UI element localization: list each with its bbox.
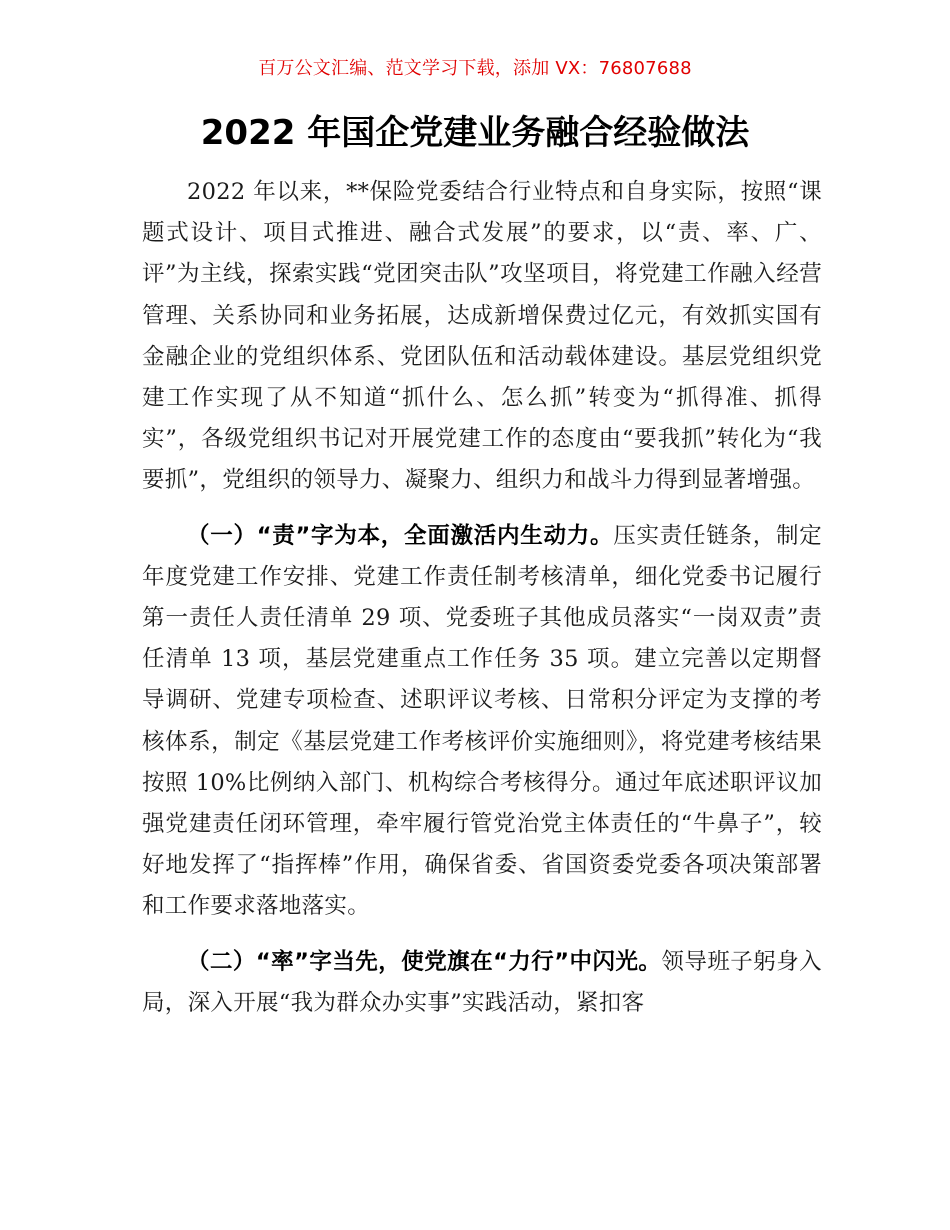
page-title: 2022 年国企党建业务融合经验做法 [200, 113, 750, 153]
section-heading: （二）“率”字当先，使党旗在“力行”中闪光。 [187, 948, 662, 975]
paragraph-text: 2022 年以来，**保险党委结合行业特点和自身实际，按照“课题式设计、项目式推进、融合式发展”的要求，以“责、率、广、评”为主线，探索实践“党团突击队”攻坚项目，将党建工作融入经营管理、关系协同和业务拓展，达成新增保费过亿元，有效抓实国有金融企业的党组织体系、党团队伍和活动载体建设。基层党组织党建工作实现了从不知道“抓什么、怎么抓”转变为“抓得准、抓得实”，各级党组织书记对开展党建工作的态度由“要我抓”转化为“我要抓”，党组织的领导力、凝聚力、组织力和战斗力得到显著增强。 [142, 179, 822, 494]
paragraph-text: 压实责任链条，制定年度党建工作安排、党建工作责任制考核清单，细化党委书记履行第一责任人责任清单 29 项、党委班子其他成员落实“一岗双责”责任清单 13 项，基层党建重点工作任务 35 项。建立完善以定期督导调研、党建专项检查、述职评议考核、日常积分评定为支撑的考核体系，制定《基层党建工作考核评价实施细则》，将党建考核结果按照 10%比例纳入部门、机构综合考核得分。通过年底述职评议加强党建责任闭环管理，牵牢履行管党治党主体责任的“牛鼻子”，较好地发挥了“指挥棒”作用，确保省委、省国资委党委各项决策部署和工作要求落地落实。 [142, 522, 822, 920]
document-body [142, 172, 822, 1038]
section-heading: （一）“责”字为本，全面激活内生动力。 [187, 522, 614, 549]
paragraph-section-1 [142, 516, 822, 928]
paragraph-text: 领导班子躬身入局，深入开展“我为群众办实事”实践活动，紧扣客 [142, 948, 822, 1016]
paragraph-section-2 [142, 942, 822, 1024]
promo-banner: 百万公文汇编、范文学习下载，添加 VX：76807688 [258, 58, 692, 79]
paragraph-intro [142, 172, 822, 502]
